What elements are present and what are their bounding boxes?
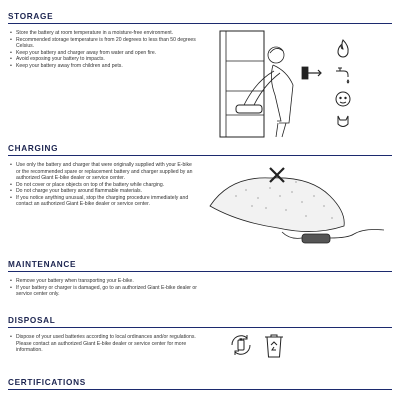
list-item: • Keep your battery and charger away from water and open fire. bbox=[10, 50, 210, 57]
charging-list bbox=[10, 162, 196, 208]
maintenance-list bbox=[10, 278, 210, 298]
list-item: • Use only the battery and charger that were originally supplied with your E-bike or the recommended spare or replacement battery and charger supplied by an authorized Giant E-bike dealer or service center. bbox=[10, 162, 196, 182]
maintenance-header bbox=[0, 260, 400, 274]
list-item: • Do not charge your battery around flammable materials. bbox=[10, 188, 196, 195]
list-item: • Dispose of your used batteries according to local ordinances and/or regulations. Please contact an authorized Giant E-bike dealer or service center for more information. bbox=[10, 334, 200, 354]
maintenance-rule bbox=[8, 271, 392, 272]
maintenance-section bbox=[0, 260, 400, 308]
recycle-bin-icon bbox=[262, 331, 286, 364]
storage-header bbox=[0, 12, 400, 26]
charging-rule bbox=[8, 155, 392, 156]
certifications-header bbox=[0, 378, 400, 392]
storage-title: STORAGE bbox=[8, 12, 54, 21]
certifications-title: CERTIFICATIONS bbox=[8, 378, 86, 387]
disposal-title: DISPOSAL bbox=[8, 316, 56, 325]
charging-header bbox=[0, 144, 400, 158]
charging-illustration bbox=[206, 162, 390, 254]
disposal-rule bbox=[8, 327, 392, 328]
disposal-section bbox=[0, 316, 400, 374]
pet-icon bbox=[334, 112, 352, 135]
battery-recycle-icon bbox=[228, 332, 254, 363]
disposal-list bbox=[10, 334, 200, 354]
storage-list bbox=[10, 30, 210, 69]
certifications-rule bbox=[8, 389, 392, 390]
charging-title: CHARGING bbox=[8, 144, 59, 153]
water-faucet-icon bbox=[334, 65, 352, 90]
storage-section bbox=[0, 12, 400, 140]
child-icon bbox=[334, 90, 352, 113]
storage-illustration bbox=[218, 27, 396, 139]
list-item: • Do not cover or place objects on top of the battery while charging. bbox=[10, 182, 196, 189]
maintenance-title: MAINTENANCE bbox=[8, 260, 77, 269]
list-item: • If your battery or charger is damaged, go to an authorized Giant E-bike dealer or service center only. bbox=[10, 285, 210, 298]
list-item: • If you notice anything unusual, stop the charging procedure immediately and contact an authorized Giant E-bike dealer or service center. bbox=[10, 195, 196, 208]
list-item: • Avoid exposing your battery to impacts. bbox=[10, 56, 210, 63]
list-item: • Keep your battery away from children and pets. bbox=[10, 63, 210, 70]
certifications-section bbox=[0, 378, 400, 400]
disposal-header bbox=[0, 316, 400, 330]
fire-icon bbox=[334, 38, 352, 65]
list-item: • Remove your battery when transporting your E-bike. bbox=[10, 278, 210, 285]
list-item: • Store the battery at room temperature in a moisture-free environment. bbox=[10, 30, 210, 37]
list-item: • Recommended storage temperature is from 20 degrees to less than 50 degrees Celsius. bbox=[10, 37, 210, 50]
storage-rule bbox=[8, 23, 392, 24]
charging-section bbox=[0, 144, 400, 254]
